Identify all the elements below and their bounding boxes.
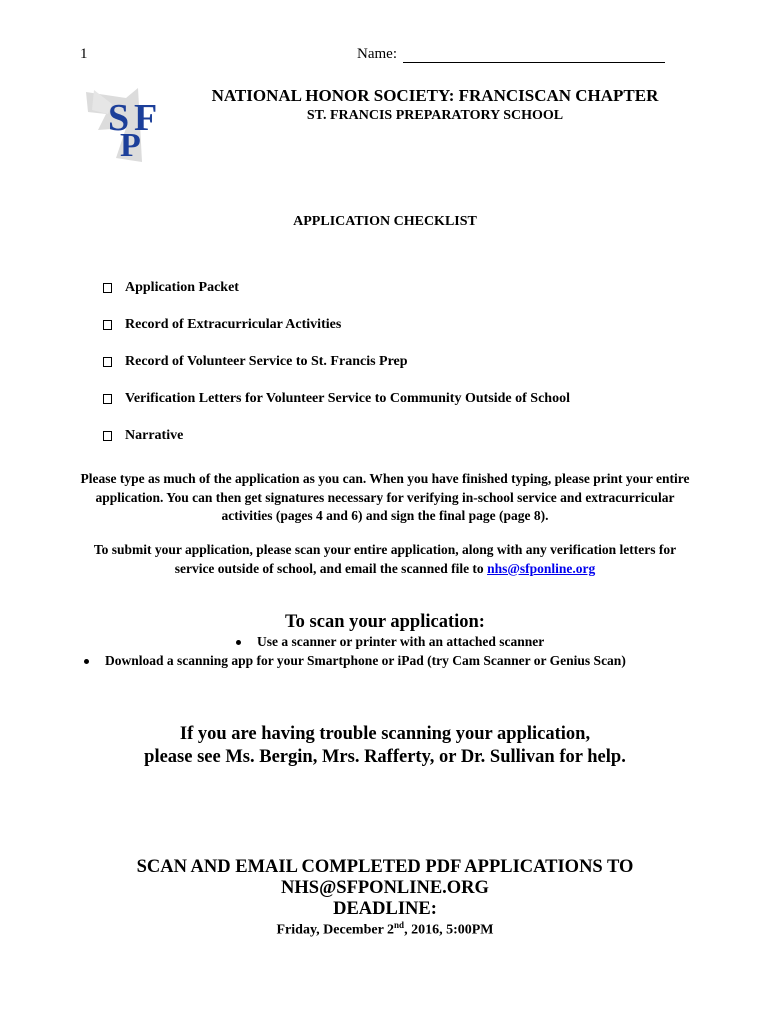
scan-option-label: Use a scanner or printer with an attached scanner bbox=[257, 634, 545, 649]
checkbox[interactable] bbox=[103, 431, 112, 441]
checklist-item-label: Record of Volunteer Service to St. Francis Prep bbox=[125, 353, 408, 369]
scan-option bbox=[236, 634, 544, 650]
help-line-2: please see Ms. Bergin, Mrs. Rafferty, or Dr. Sullivan for help. bbox=[144, 747, 626, 767]
email-link[interactable]: nhs@sfponline.org bbox=[487, 560, 596, 576]
sfp-logo-icon bbox=[86, 84, 178, 164]
checklist-item[interactable] bbox=[103, 343, 570, 380]
deadline-suffix: nd bbox=[394, 920, 405, 930]
svg-text:P: P bbox=[120, 127, 141, 164]
application-checklist bbox=[103, 269, 570, 454]
checklist-item[interactable] bbox=[103, 269, 570, 306]
deadline-date bbox=[0, 920, 770, 939]
checklist-item[interactable] bbox=[103, 306, 570, 343]
name-label: Name: bbox=[357, 46, 397, 62]
svg-text:S: S bbox=[108, 97, 130, 139]
deadline-label: DEADLINE: bbox=[333, 899, 437, 919]
deadline-rest: , 2016, 5:00PM bbox=[404, 922, 494, 938]
checkbox[interactable] bbox=[103, 320, 112, 330]
checklist-item[interactable] bbox=[103, 380, 570, 417]
typing-instructions: Please type as much of the application as you can. When you have finished typing, please print your entire application. You can then get signatures necessary for verifying in-school service and extracurricular activities (pages 4 and 6) and sign the final page (page 8). bbox=[80, 471, 690, 523]
scan-option-label: Download a scanning app for your Smartphone or iPad (try Cam Scanner or Genius Scan) bbox=[105, 653, 626, 668]
submission-email: NHS@SFPONLINE.ORG bbox=[281, 878, 489, 898]
deadline-day: Friday, December 2 bbox=[276, 922, 395, 938]
submission-block bbox=[0, 857, 770, 920]
help-line-1: If you are having trouble scanning your application, bbox=[179, 724, 591, 744]
checklist-item-label: Application Packet bbox=[125, 279, 239, 295]
submit-instructions bbox=[80, 541, 690, 578]
checklist-item-label: Verification Letters for Volunteer Service to Community Outside of School bbox=[125, 390, 570, 406]
help-note bbox=[0, 723, 770, 769]
bullet-icon bbox=[236, 640, 241, 645]
checkbox[interactable] bbox=[103, 283, 112, 293]
submission-line: SCAN AND EMAIL COMPLETED PDF APPLICATIONS TO bbox=[136, 857, 634, 877]
page-number: 1 bbox=[80, 46, 88, 62]
checklist-item[interactable] bbox=[103, 417, 570, 454]
scan-option bbox=[84, 653, 626, 669]
bullet-icon bbox=[84, 659, 89, 664]
checklist-title: APPLICATION CHECKLIST bbox=[293, 214, 477, 229]
submit-instructions-text: To submit your application, please scan your entire application, along with any verification letters for service outside of school, and email the scanned file to bbox=[93, 542, 677, 576]
name-underline[interactable] bbox=[403, 48, 665, 63]
name-field[interactable] bbox=[357, 46, 665, 63]
school-name: ST. FRANCIS PREPARATORY SCHOOL bbox=[306, 108, 564, 123]
svg-text:F: F bbox=[134, 97, 158, 139]
checklist-item-label: Narrative bbox=[125, 427, 184, 443]
scan-heading: To scan your application: bbox=[285, 612, 485, 632]
checklist-item-label: Record of Extracurricular Activities bbox=[125, 316, 342, 332]
checkbox[interactable] bbox=[103, 394, 112, 404]
organization-title: NATIONAL HONOR SOCIETY: FRANCISCAN CHAPTER bbox=[211, 86, 659, 105]
checkbox[interactable] bbox=[103, 357, 112, 367]
